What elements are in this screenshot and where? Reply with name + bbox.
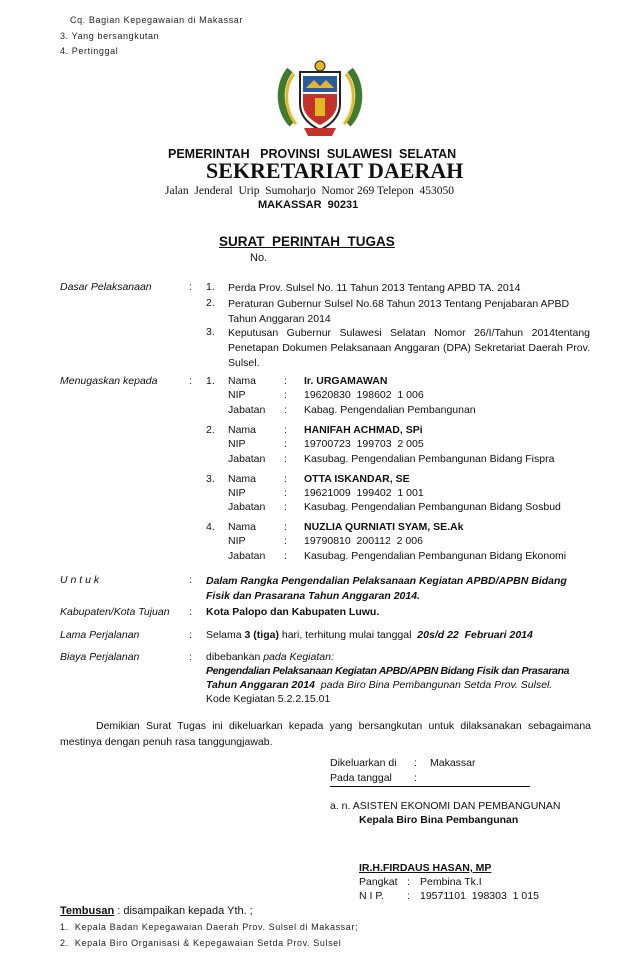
dasar-num-1: 1. xyxy=(206,281,215,293)
biaya-pre: dibebankan xyxy=(206,651,264,663)
biaya-line-1 xyxy=(206,651,334,663)
signatory-nip: 19571101 198303 1 015 xyxy=(420,890,539,902)
biaya-kegiatan: pada Kegiatan: xyxy=(263,651,334,663)
person-3-nip: 19621009 199402 1 001 xyxy=(304,487,424,499)
kabupaten-colon: : xyxy=(189,606,192,618)
lama-days: 3 (tiga) xyxy=(244,629,279,641)
person-1-colon: : xyxy=(284,389,287,401)
untuk-text: Dalam Rangka Pengendalian Pelaksanaan Kegiatan APBD/APBN Bidang Fisik dan Prasarana Tahun Anggaran 2014. xyxy=(206,575,567,602)
person-4-jabatan: Kasubag. Pengendalian Pembangunan Bidang Ekonomi xyxy=(304,550,567,562)
person-4-colon: : xyxy=(284,521,287,533)
gov-heading: PEMERINTAH PROVINSI SULAWESI SELATAN xyxy=(168,147,457,161)
kabupaten-label: Kabupaten/Kota Tujuan xyxy=(60,606,170,618)
lama-mid: hari, terhitung mulai tanggal xyxy=(278,629,418,641)
untuk-label: U n t u k xyxy=(60,574,100,586)
signatory-nip-label: N I P. xyxy=(359,890,384,902)
person-2-colon: : xyxy=(284,453,287,465)
issued-at-label: Dikeluarkan di xyxy=(330,757,397,769)
lama-pre: Selama xyxy=(206,629,245,641)
note-3: 3. Yang bersangkutan xyxy=(60,31,160,41)
document-number: No. xyxy=(250,252,268,264)
person-1-nama-key: Nama xyxy=(228,375,257,387)
person-1-jabatan: Kabag. Pengendalian Pembangunan xyxy=(304,404,476,416)
closing-paragraph: Demikian Surat Tugas ini dikeluarkan kepada yang bersangkutan untuk dilaksanakan sebagaimana mestinya dengan penuh rasa tanggungjawab. xyxy=(60,720,591,748)
provincial-emblem-icon xyxy=(270,58,370,138)
signatory-an: a. n. ASISTEN EKONOMI DAN PEMBANGUNAN xyxy=(330,800,561,812)
person-1-colon: : xyxy=(284,375,287,387)
dasar-item-2: Peraturan Gubernur Sulsel No.68 Tahun 2013 Tentang Penjabaran APBD Tahun Anggaran 2014 xyxy=(228,298,570,325)
signatory-position: Kepala Biro Bina Pembangunan xyxy=(359,814,519,826)
dasar-num-2: 2. xyxy=(206,297,215,309)
person-3-jabatan-key: Jabatan xyxy=(228,501,266,513)
issued-underline xyxy=(330,786,530,787)
person-2-nip-key: NIP xyxy=(228,438,246,450)
biaya-line-4: Kode Kegiatan 5.2.2.15.01 xyxy=(206,693,331,705)
person-3-colon: : xyxy=(284,473,287,485)
biaya-line-2: Pengendalian Pelaksanaan Kegiatan APBD/APBN Bidang Fisik dan Prasarana xyxy=(206,665,570,677)
person-4-colon: : xyxy=(284,550,287,562)
person-1-nip-key: NIP xyxy=(228,389,246,401)
note-cq: Cq. Bagian Kepegawaian di Makassar xyxy=(70,15,243,25)
kabupaten-text: Kota Palopo dan Kabupaten Luwu. xyxy=(206,606,380,618)
document-title: SURAT PERINTAH TUGAS xyxy=(219,234,395,249)
dasar-colon: : xyxy=(189,281,192,293)
dasar-num-3: 3. xyxy=(206,326,215,338)
dasar-item-1: Perda Prov. Sulsel No. 11 Tahun 2013 Tentang APBD TA. 2014 xyxy=(228,282,521,294)
person-1-nama: Ir. URGAMAWAN xyxy=(304,375,388,387)
person-3-nama-key: Nama xyxy=(228,473,257,485)
person-4-colon: : xyxy=(284,535,287,547)
person-4-nama-key: Nama xyxy=(228,521,257,533)
person-1-jabatan-key: Jabatan xyxy=(228,404,266,416)
person-2-nama-key: Nama xyxy=(228,424,257,436)
person-2-colon: : xyxy=(284,438,287,450)
person-4-nip: 19790810 200112 2 006 xyxy=(304,535,423,547)
tembusan-item-2: 2. Kepala Biro Organisasi & Kepegawaian Setda Prov. Sulsel xyxy=(60,938,342,948)
biaya-line-3 xyxy=(206,679,552,691)
signatory-rank: Pembina Tk.I xyxy=(420,876,482,888)
dasar-item-3: Keputusan Gubernur Sulawesi Selatan Nomor 26/I/Tahun 2014tentang Penetapan Dokumen Pelaksanaan Anggaran (DPA) Sekretariat Daerah Prov. Sulsel. xyxy=(228,327,590,369)
signatory-nip-colon: : xyxy=(407,890,410,902)
person-4-jabatan-key: Jabatan xyxy=(228,550,266,562)
person-3-num: 3. xyxy=(206,473,215,485)
person-4-nama: NUZLIA QURNIATI SYAM, SE.Ak xyxy=(304,521,464,533)
tembusan-title: Tembusan xyxy=(60,905,115,917)
person-4-nip-key: NIP xyxy=(228,535,246,547)
signatory-rank-colon: : xyxy=(407,876,410,888)
biaya-colon: : xyxy=(189,651,192,663)
person-2-jabatan-key: Jabatan xyxy=(228,453,266,465)
person-1-num: 1. xyxy=(206,375,215,387)
signatory-name: IR.H.FIRDAUS HASAN, MP xyxy=(359,862,492,874)
tembusan-item-1: 1. Kepala Badan Kepegawaian Daerah Prov. Sulsel di Makassar; xyxy=(60,922,359,932)
person-2-num: 2. xyxy=(206,424,215,436)
person-3-nip-key: NIP xyxy=(228,487,246,499)
issued-date-label: Pada tanggal xyxy=(330,772,392,784)
menugaskan-colon: : xyxy=(189,375,192,387)
lama-dates: 20s/d 22 Februari 2014 xyxy=(417,629,533,641)
person-3-jabatan: Kasubag. Pengendalian Pembangunan Bidang Sosbud xyxy=(304,501,561,513)
issued-date-colon: : xyxy=(414,772,417,784)
note-4: 4. Pertinggal xyxy=(60,46,119,56)
biaya-label: Biaya Perjalanan xyxy=(60,651,140,663)
office-city: MAKASSAR 90231 xyxy=(258,199,359,211)
lama-colon: : xyxy=(189,629,192,641)
person-3-colon: : xyxy=(284,487,287,499)
person-3-nama: OTTA ISKANDAR, SE xyxy=(304,473,410,485)
untuk-colon: : xyxy=(189,574,192,586)
lama-label: Lama Perjalanan xyxy=(60,629,140,641)
person-2-colon: : xyxy=(284,424,287,436)
person-2-nip: 19700723 199703 2 005 xyxy=(304,438,424,450)
dasar-label: Dasar Pelaksanaan xyxy=(60,281,152,293)
biaya-biro: pada Biro Bina Pembangunan Setda Prov. Sulsel. xyxy=(314,679,553,691)
person-4-num: 4. xyxy=(206,521,215,533)
signatory-rank-label: Pangkat xyxy=(359,876,398,888)
person-3-colon: : xyxy=(284,501,287,513)
tembusan-intro: : disampaikan kepada Yth. ; xyxy=(114,905,253,917)
lama-text xyxy=(206,629,533,641)
person-1-nip: 19620830 198602 1 006 xyxy=(304,389,424,401)
person-2-nama: HANIFAH ACHMAD, SPi xyxy=(304,424,423,436)
issued-at-colon: : xyxy=(414,757,417,769)
person-1-colon: : xyxy=(284,404,287,416)
biaya-tahun: Tahun Anggaran 2014 xyxy=(206,679,315,691)
person-2-jabatan: Kasubag. Pengendalian Pembangunan Bidang Fispra xyxy=(304,453,555,465)
office-address: Jalan Jenderal Urip Sumoharjo Nomor 269 Telepon 453050 xyxy=(165,185,454,197)
menugaskan-label: Menugaskan kepada xyxy=(60,375,158,387)
office-heading: SEKRETARIAT DAERAH xyxy=(206,158,464,183)
issued-at-value: Makassar xyxy=(430,757,476,769)
tembusan-heading xyxy=(60,905,253,917)
